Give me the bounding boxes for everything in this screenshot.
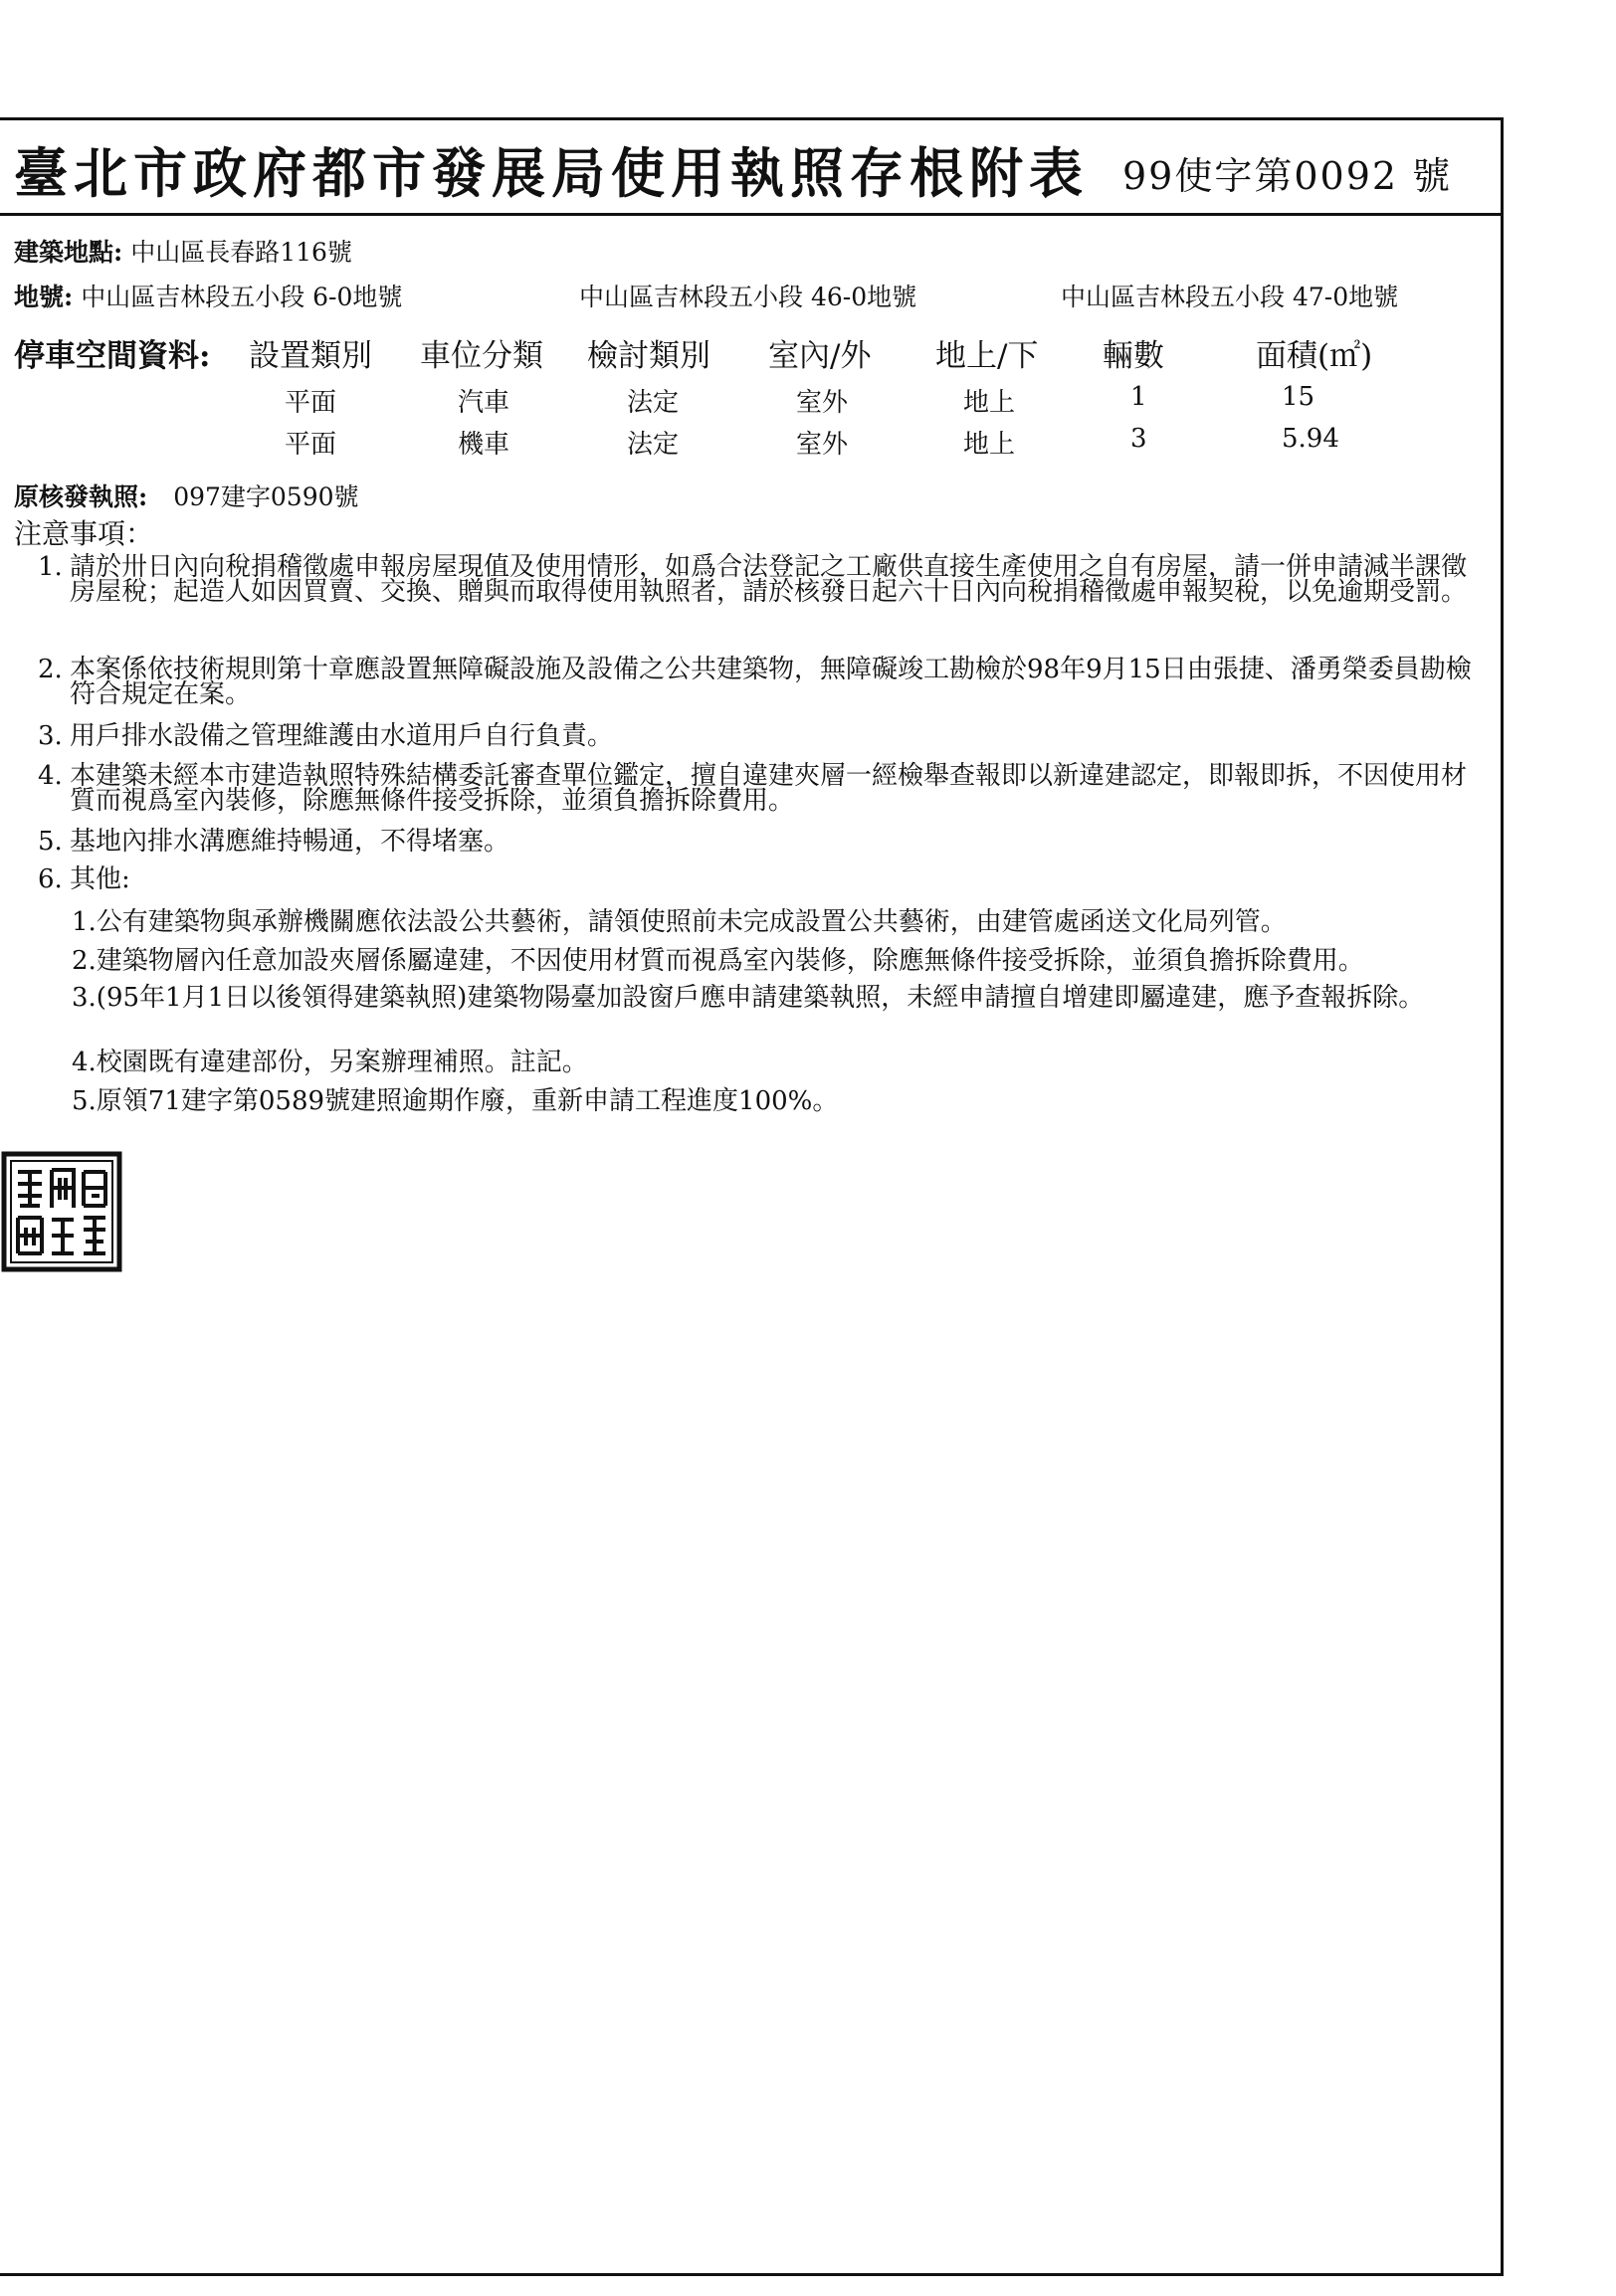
permit-number: 99使字第0092 號 xyxy=(1122,154,1453,198)
parking-header-vehicle: 車位分類 xyxy=(420,338,543,374)
table-cell: 法定 xyxy=(627,388,680,418)
original-license-label: 原核發執照: xyxy=(14,482,148,511)
table-cell: 地上 xyxy=(963,430,1016,460)
notes-heading: 注意事項： xyxy=(14,517,154,550)
original-license-value: 097建字0590號 xyxy=(173,482,359,511)
note-text: 用戶排水設備之管理維護由水道用戶自行負責。 xyxy=(70,721,614,751)
parking-label: 停車空間資料: xyxy=(14,338,211,374)
table-cell: 汽車 xyxy=(458,388,510,418)
table-cell: 平面 xyxy=(285,388,337,418)
note-number: 5. xyxy=(38,827,63,857)
official-seal xyxy=(0,1150,123,1273)
other-item: 5.原領71建字第0589號建照逾期作廢，重新申請工程進度100%。 xyxy=(72,1086,839,1116)
note-item xyxy=(38,655,1491,709)
table-cell: 室外 xyxy=(796,430,849,460)
table-cell: 5.94 xyxy=(1282,424,1339,454)
parking-header-area: 面積(㎡) xyxy=(1256,338,1373,374)
table-cell: 平面 xyxy=(285,430,337,460)
parking-header-level: 地上/下 xyxy=(935,338,1039,374)
note-item xyxy=(38,761,1491,816)
address-row xyxy=(14,233,352,269)
parking-header-review: 檢討類別 xyxy=(587,338,710,374)
parking-header-indoor: 室內/外 xyxy=(768,338,872,374)
other-item: 1.公有建築物與承辦機關應依法設公共藝術，請領使照前未完成設置公共藝術，由建管處函送文化局列管。 xyxy=(72,907,1287,937)
table-cell: 法定 xyxy=(627,430,680,460)
note-text: 基地內排水溝應維持暢通，不得堵塞。 xyxy=(70,827,510,857)
note-number: 1. xyxy=(38,552,63,582)
note-item xyxy=(38,721,1491,751)
table-cell: 3 xyxy=(1130,424,1147,454)
note-text: 本案係依技術規則第十章應設置無障礙設施及設備之公共建築物，無障礙竣工勘檢於98年9月15日由張捷、潘勇榮委員勘檢符合規定在案。 xyxy=(70,655,1472,709)
note-number: 6. xyxy=(38,864,63,894)
note-item xyxy=(38,827,1491,857)
note-text: 其他: xyxy=(70,864,130,894)
address-label: 建築地點: xyxy=(14,238,123,267)
note-item xyxy=(38,864,1491,894)
table-cell: 15 xyxy=(1282,382,1315,412)
note-number: 4. xyxy=(38,761,63,791)
other-item: 4.校園既有違建部份，另案辦理補照。註記。 xyxy=(72,1048,588,1077)
lot-3: 中山區吉林段五小段 47-0地號 xyxy=(1061,283,1399,311)
lot-2: 中山區吉林段五小段 46-0地號 xyxy=(579,283,917,311)
note-number: 2. xyxy=(38,655,63,684)
address-value: 中山區長春路116號 xyxy=(130,238,352,267)
lot-label: 地號: xyxy=(14,283,74,311)
table-cell: 地上 xyxy=(963,388,1016,418)
original-license-row xyxy=(14,478,359,513)
other-item: 2.建築物層內任意加設夾層係屬違建，不因使用材質而視爲室內裝修，除應無條件接受拆除，並須負擔拆除費用。 xyxy=(72,946,1364,976)
note-text: 請於卅日內向稅捐稽徵處申報房屋現值及使用情形，如爲合法登記之工廠供直接生產使用之自有房屋，請一併申請減半課徵房屋稅；起造人如因買賣、交換、贈與而取得使用執照者，請於核發日起六十日內向稅捐稽徵處申報契稅，以免逾期受罰。 xyxy=(70,552,1468,607)
other-item: 3.(95年1月1日以後領得建築執照)建築物陽臺加設窗戶應申請建築執照，未經申請擅自增建即屬違建，應予查報拆除。 xyxy=(72,983,1425,1013)
note-text: 本建築未經本市建造執照特殊結構委託審查單位鑑定，擅自違建夾層一經檢舉查報即以新違建認定，即報即拆，不因使用材質而視爲室內裝修，除應無條件接受拆除，並須負擔拆除費用。 xyxy=(70,761,1468,816)
parking-header-count: 輛數 xyxy=(1103,338,1164,374)
header-divider xyxy=(0,213,1504,216)
table-cell: 1 xyxy=(1130,382,1147,412)
document-title: 臺北市政府都市發展局使用執照存根附表 xyxy=(14,141,1089,205)
table-cell: 機車 xyxy=(458,430,510,460)
parking-header-type: 設置類別 xyxy=(249,338,372,374)
table-cell: 室外 xyxy=(796,388,849,418)
document-frame xyxy=(0,117,1504,2276)
lot-row xyxy=(14,278,402,313)
note-item xyxy=(38,552,1491,607)
note-number: 3. xyxy=(38,721,63,751)
lot-1: 中山區吉林段五小段 6-0地號 xyxy=(81,283,403,311)
